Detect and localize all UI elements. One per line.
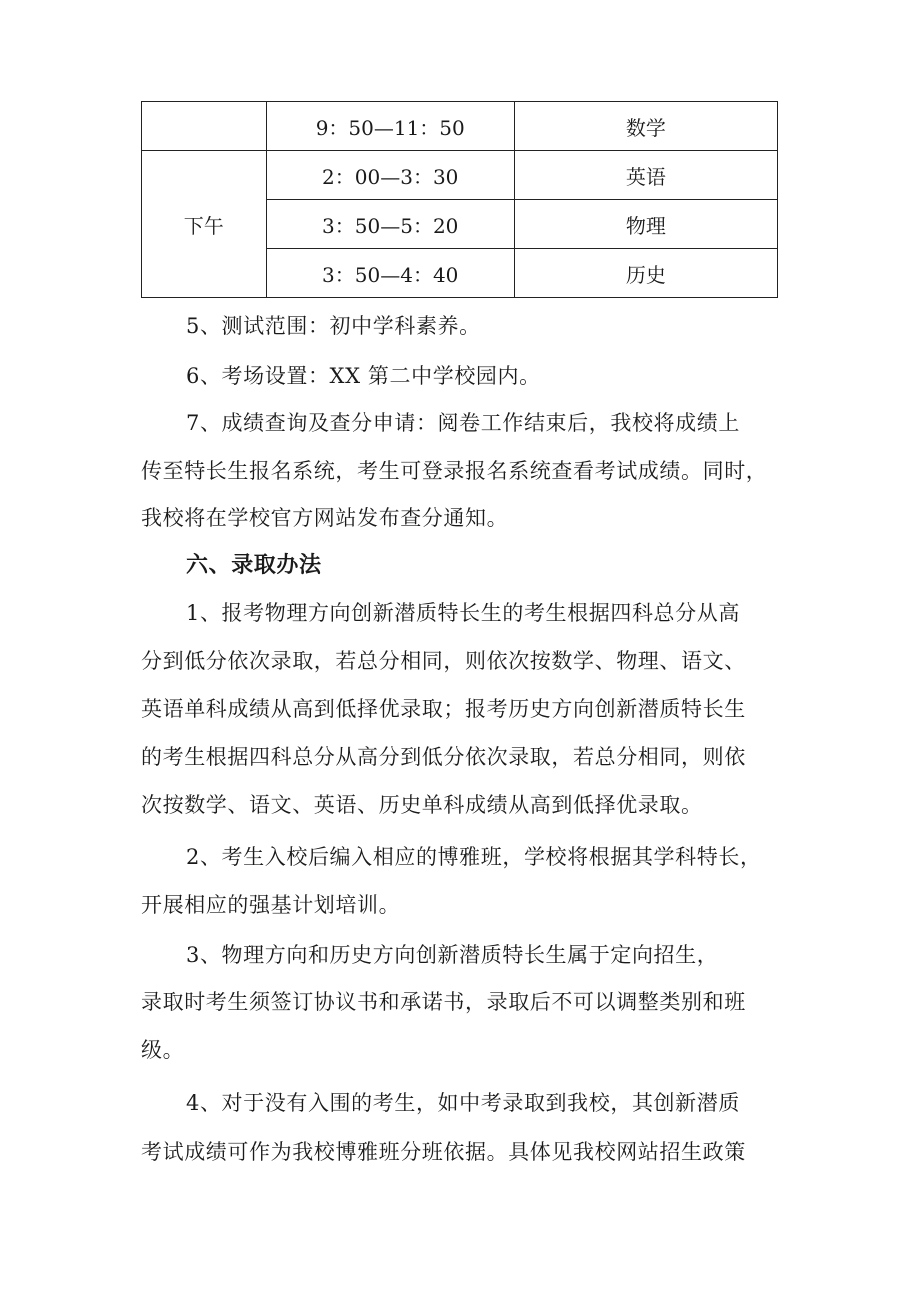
para-3-line: 级。	[141, 1038, 185, 1062]
item-7-line: 我校将在学校官方网站发布查分通知。	[141, 506, 509, 530]
subject-cell: 英语	[514, 151, 777, 200]
item-7-line: 传至特长生报名系统，考生可登录报名系统查看考试成绩。同时，	[141, 459, 768, 483]
subject-cell: 数学	[514, 102, 777, 151]
para-4-line: 考试成绩可作为我校博雅班分班依据。具体见我校网站招生政策	[141, 1140, 746, 1164]
para-3-line: 录取时考生须签订协议书和承诺书，录取后不可以调整类别和班	[141, 990, 746, 1014]
para-2-line: 开展相应的强基计划培训。	[141, 893, 401, 917]
para-1-line: 次按数学、语文、英语、历史单科成绩从高到低择优录取。	[141, 793, 703, 817]
period-cell	[142, 102, 267, 151]
item-5-text: 5、测试范围：初中学科素养。	[186, 314, 481, 338]
table-row	[142, 151, 778, 200]
item-7-line: 7、成绩查询及查分申请：阅卷工作结束后，我校将成绩上	[186, 411, 740, 435]
section-heading: 六、录取办法	[186, 553, 322, 578]
subject-cell: 物理	[514, 200, 777, 249]
subject-cell: 历史	[514, 249, 777, 298]
time-cell: 2：00—3：30	[266, 151, 514, 200]
para-1-line: 的考生根据四科总分从高分到低分依次录取，若总分相同，则依	[141, 745, 746, 769]
para-1-line: 分到低分依次录取，若总分相同，则依次按数学、物理、语文、	[141, 649, 746, 673]
time-cell: 3：50—5：20	[266, 200, 514, 249]
para-4-line: 4、对于没有入围的考生，如中考录取到我校，其创新潜质	[186, 1091, 740, 1115]
para-1-line: 英语单科成绩从高到低择优录取；报考历史方向创新潜质特长生	[141, 697, 746, 721]
para-2-line: 2、考生入校后编入相应的博雅班，学校将根据其学科特长，	[186, 845, 762, 869]
para-1-line: 1、报考物理方向创新潜质特长生的考生根据四科总分从高	[186, 601, 740, 625]
item-6-text: 6、考场设置：XX 第二中学校园内。	[186, 364, 541, 388]
time-cell: 9：50—11：50	[266, 102, 514, 151]
exam-schedule-table	[141, 101, 778, 298]
time-cell: 3：50—4：40	[266, 249, 514, 298]
period-cell: 下午	[142, 151, 267, 298]
table-row	[142, 102, 778, 151]
para-3-line: 3、物理方向和历史方向创新潜质特长生属于定向招生，	[186, 943, 719, 967]
